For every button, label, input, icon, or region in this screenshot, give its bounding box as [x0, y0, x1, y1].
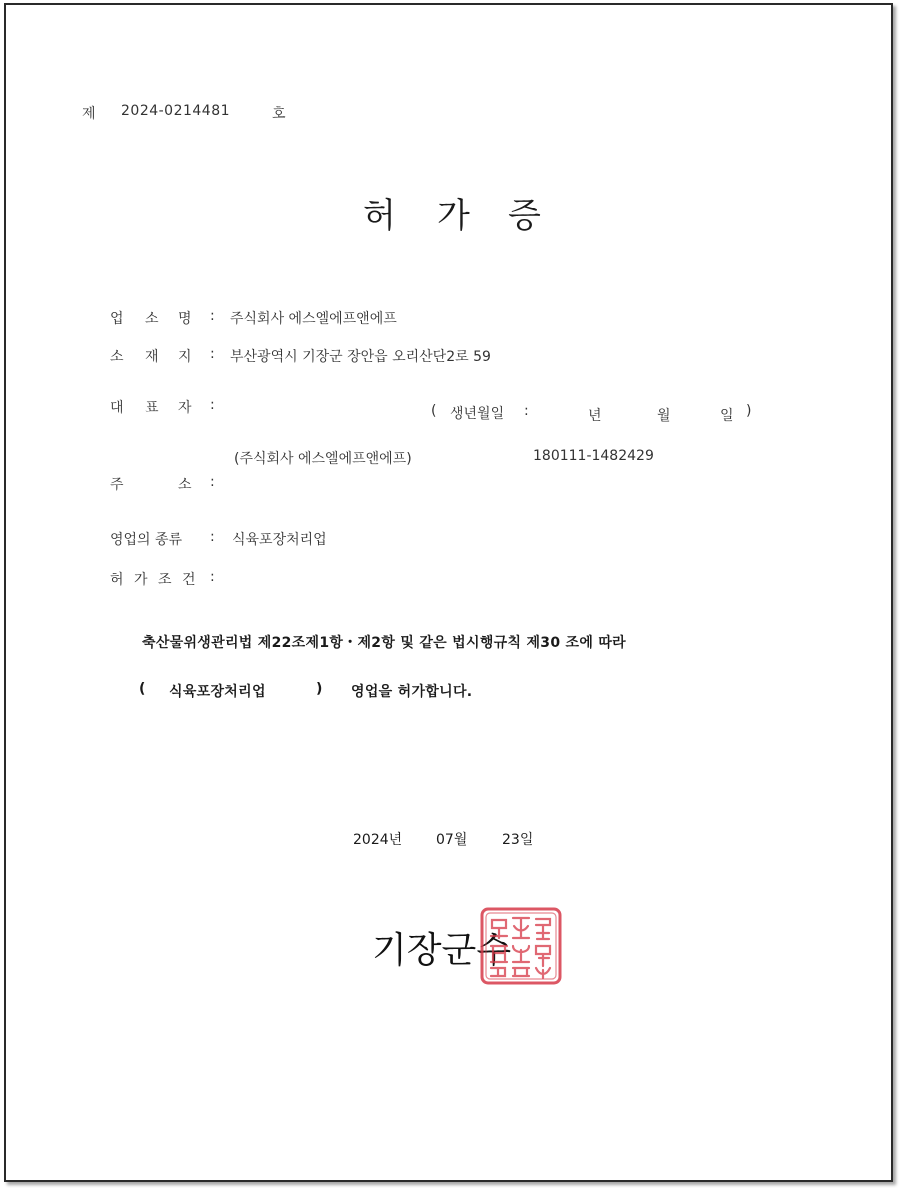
registration-number: 180111-1482429 [533, 448, 654, 464]
birth-month-unit: 월 [657, 408, 671, 424]
label-address-2: 소 [178, 477, 192, 493]
label-conditions-2: 가 [134, 572, 148, 588]
birth-open-paren: ( [431, 403, 437, 419]
label-conditions-1: 허 [110, 572, 124, 588]
issue-month: 07월 [436, 832, 468, 848]
clause-permit-statement: 영업을 허가합니다. [351, 684, 473, 700]
birth-day-unit: 일 [720, 408, 734, 424]
label-business-name-3: 명 [178, 311, 192, 327]
label-business-type: 영업의 종류 [110, 532, 183, 548]
label-representative-3: 자 [178, 400, 192, 416]
clause-close-paren: ) [316, 681, 323, 697]
birth-label: 생년월일 [450, 406, 505, 422]
colon-location: : [210, 346, 215, 362]
label-conditions-3: 조 [158, 572, 172, 588]
colon-conditions: : [210, 569, 215, 585]
title-char-2: 가 [437, 196, 470, 236]
label-business-name-1: 업 [110, 311, 124, 327]
issuer-name: 기장군수 [372, 930, 512, 971]
label-location-2: 재 [145, 349, 159, 365]
label-business-name-2: 소 [145, 311, 159, 327]
colon-business-type: : [210, 529, 215, 545]
legal-basis-clause: 축산물위생관리법 제22조제1항・제2항 및 같은 법시행규칙 제30 조에 따라 [142, 635, 627, 651]
doc-number: 2024-0214481 [121, 103, 231, 119]
doc-number-suffix: 호 [272, 106, 287, 122]
clause-open-paren: ( [139, 681, 146, 697]
label-conditions-4: 건 [182, 572, 196, 588]
label-location-3: 지 [178, 349, 192, 365]
birth-close-paren: ) [746, 403, 752, 419]
colon-representative: : [210, 397, 215, 413]
label-representative-1: 대 [110, 400, 124, 416]
business-name-value: 주식회사 에스엘에프앤에프 [230, 311, 397, 327]
doc-number-prefix: 제 [82, 106, 97, 122]
colon-address: : [210, 474, 215, 490]
location-value: 부산광역시 기장군 장안읍 오리산단2로 59 [230, 349, 491, 365]
label-representative-2: 표 [145, 400, 159, 416]
issue-year: 2024년 [353, 832, 403, 848]
label-location-1: 소 [110, 349, 124, 365]
label-address-1: 주 [110, 477, 124, 493]
business-type-value: 식육포장처리업 [232, 532, 327, 548]
birth-year-unit: 년 [588, 408, 602, 424]
representative-company: (주식회사 에스엘에프앤에프) [234, 451, 412, 467]
colon-business-name: : [210, 308, 215, 324]
issue-day: 23일 [502, 832, 534, 848]
permit-document [4, 3, 893, 1182]
clause-business-type: 식육포장처리업 [169, 684, 266, 700]
title-char-1: 허 [363, 196, 396, 236]
title-char-3: 증 [508, 196, 541, 236]
official-seal-stamp [479, 906, 563, 986]
birth-colon: : [524, 403, 529, 419]
